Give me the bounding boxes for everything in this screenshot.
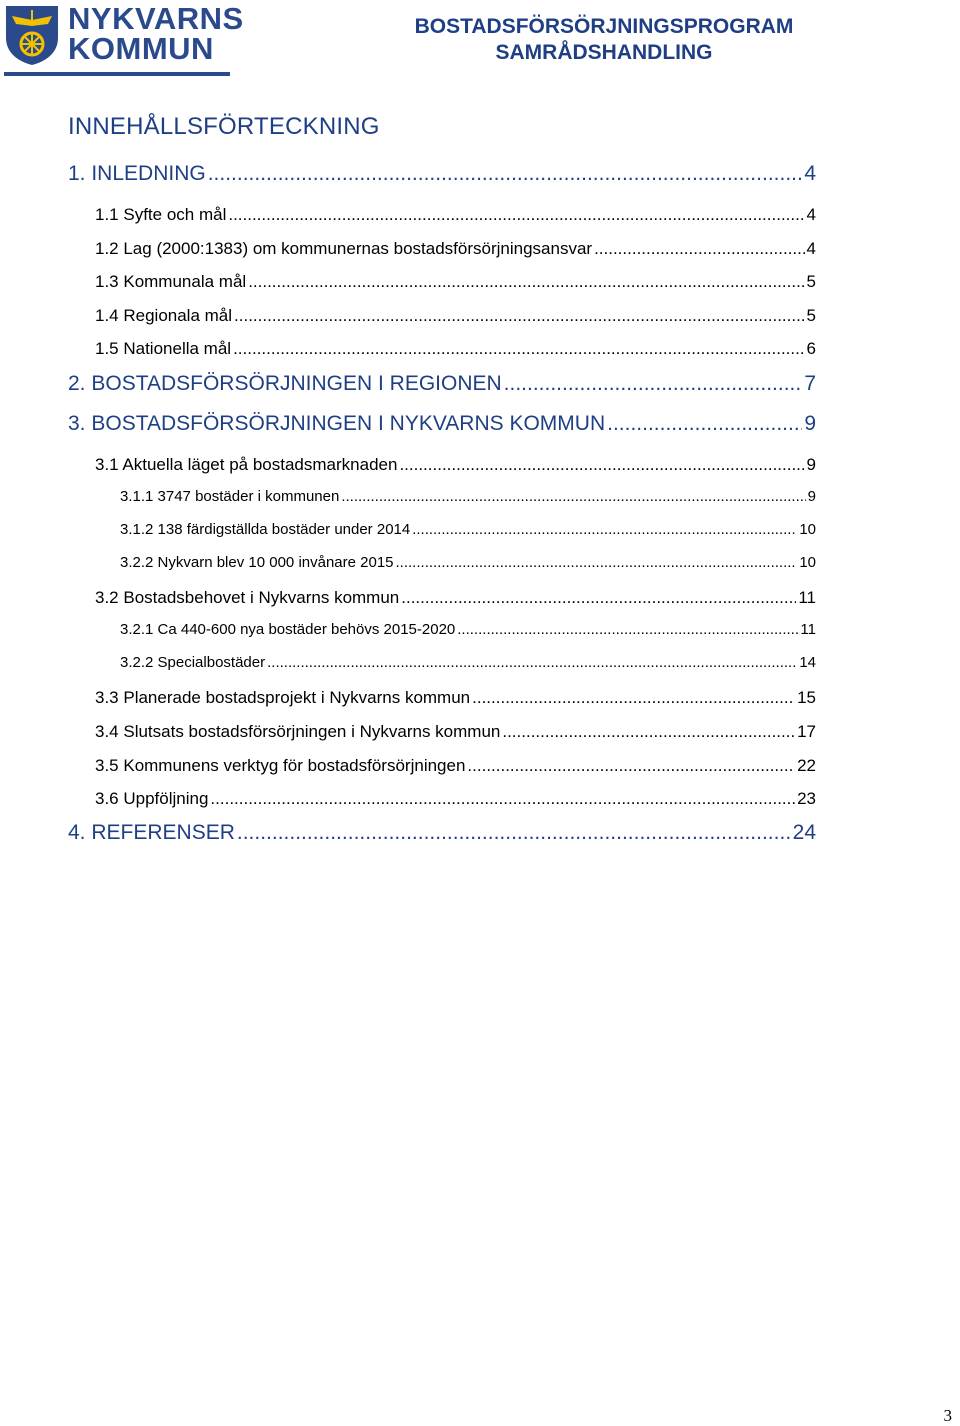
- coat-of-arms-icon: [4, 4, 60, 66]
- toc-leader-dots: [233, 339, 804, 359]
- toc-leader-dots: [396, 554, 798, 571]
- toc-entry-page: 9: [804, 412, 816, 435]
- toc-leader-dots: [267, 654, 797, 671]
- toc-entry-page: 15: [797, 688, 816, 707]
- toc-entry-10000-invanare[interactable]: [120, 554, 816, 571]
- toc-entry-page: 10: [799, 554, 816, 571]
- toc-leader-dots: [472, 688, 795, 708]
- header-title-line2: SAMRÅDSHANDLING: [495, 41, 713, 64]
- header-title-line1: BOSTADSFÖRSÖRJNINGSPROGRAM: [414, 15, 794, 38]
- toc-entry-regionen[interactable]: [68, 372, 816, 396]
- toc-entry-page: 17: [797, 722, 816, 741]
- toc-entry-label: 1.1 Syfte och mål: [95, 205, 227, 224]
- toc-entry-label: 3.2.2 Nykvarn blev 10 000 invånare 2015: [120, 554, 394, 571]
- document-header-title: [394, 14, 814, 66]
- toc-entry-label: 1. INLEDNING: [68, 162, 206, 185]
- toc-leader-dots: [504, 372, 803, 396]
- toc-entry-page: 4: [804, 162, 816, 185]
- toc-entry-label: 3.4 Slutsats bostadsförsörjningen i Nykvarns kommun: [95, 722, 501, 741]
- toc-entry-page: 4: [806, 239, 816, 258]
- toc-leader-dots: [399, 455, 804, 475]
- toc-entry-page: 11: [798, 588, 816, 607]
- toc-entry-planerade-projekt[interactable]: [95, 688, 816, 708]
- toc-leader-dots: [457, 621, 798, 638]
- toc-entry-kommunala-mal[interactable]: [95, 272, 816, 292]
- toc-entry-label: 3.3 Planerade bostadsprojekt i Nykvarns kommun: [95, 688, 471, 707]
- toc-entry-label: 1.2 Lag (2000:1383) om kommunernas bostadsförsörjningsansvar: [95, 239, 593, 258]
- toc-entry-label: 3.2.2 Specialbostäder: [120, 654, 266, 671]
- toc-entry-bostadsbehovet[interactable]: [95, 588, 816, 608]
- toc-entry-page: 23: [797, 789, 816, 808]
- toc-entry-label: 1.5 Nationella mål: [95, 339, 232, 358]
- toc-entry-nykvarns-kommun[interactable]: [68, 412, 816, 436]
- toc-leader-dots: [467, 756, 795, 776]
- logo-text-line1: NYKVARNS: [68, 1, 244, 36]
- toc-entry-specialbostader[interactable]: [120, 654, 816, 671]
- toc-entry-label: 3.2.1 Ca 440-600 nya bostäder behövs 2015-2020: [120, 621, 456, 638]
- toc-entry-nationella-mal[interactable]: [95, 339, 816, 359]
- toc-entry-aktuella-laget[interactable]: [95, 455, 816, 475]
- toc-entry-slutsats[interactable]: [95, 722, 816, 742]
- toc-entry-nya-bostader[interactable]: [120, 621, 816, 638]
- toc-leader-dots: [607, 412, 802, 436]
- toc-entry-page: 22: [797, 756, 816, 775]
- toc-entry-regionala-mal[interactable]: [95, 306, 816, 326]
- toc-leader-dots: [210, 789, 795, 809]
- toc-entry-label: 3.5 Kommunens verktyg för bostadsförsörjningen: [95, 756, 466, 775]
- toc-leader-dots: [341, 488, 805, 505]
- toc-leader-dots: [237, 821, 791, 845]
- toc-entry-page: 6: [806, 339, 816, 358]
- municipality-logo: [4, 1, 244, 78]
- toc-entry-page: 9: [806, 455, 816, 474]
- toc-leader-dots: [594, 239, 804, 259]
- toc-leader-dots: [401, 588, 796, 608]
- toc-leader-dots: [228, 205, 804, 225]
- toc-entry-label: 2. BOSTADSFÖRSÖRJNINGEN I REGIONEN: [68, 372, 502, 395]
- toc-entry-lag[interactable]: [95, 239, 816, 259]
- toc-entry-label: 1.4 Regionala mål: [95, 306, 233, 325]
- toc-leader-dots: [502, 722, 795, 742]
- toc-leader-dots: [412, 521, 797, 538]
- toc-entry-uppfoljning[interactable]: [95, 789, 816, 809]
- toc-entry-inledning[interactable]: [68, 162, 816, 186]
- toc-entry-page: 5: [806, 272, 816, 291]
- toc-entry-label: 3.6 Uppföljning: [95, 789, 209, 808]
- toc-leader-dots: [248, 272, 804, 292]
- toc-entry-page: 5: [806, 306, 816, 325]
- toc-entry-label: 3.1.1 3747 bostäder i kommunen: [120, 488, 340, 505]
- toc-entry-label: 4. REFERENSER: [68, 821, 235, 844]
- toc-entry-label: 3.2 Bostadsbehovet i Nykvarns kommun: [95, 588, 400, 607]
- logo-text-line2: KOMMUN: [68, 31, 214, 66]
- toc-entry-138-bostader[interactable]: [120, 521, 816, 538]
- toc-entry-page: 24: [792, 821, 816, 844]
- toc-entry-syfte[interactable]: [95, 205, 816, 225]
- toc-entry-referenser[interactable]: [68, 821, 816, 845]
- toc-entry-label: 1.3 Kommunala mål: [95, 272, 247, 291]
- toc-entry-page: 7: [804, 372, 816, 395]
- toc-entry-label: 3.1.2 138 färdigställda bostäder under 2014: [120, 521, 411, 538]
- toc-entry-label: 3.1 Aktuella läget på bostadsmarknaden: [95, 455, 398, 474]
- toc-heading: INNEHÅLLSFÖRTECKNING: [68, 113, 380, 140]
- toc-leader-dots: [234, 306, 805, 326]
- toc-entry-page: 10: [799, 521, 816, 538]
- toc-entry-verktyg[interactable]: [95, 756, 816, 776]
- toc-entry-3747-bostader[interactable]: [120, 488, 816, 505]
- toc-entry-page: 11: [800, 621, 816, 638]
- toc-entry-label: 3. BOSTADSFÖRSÖRJNINGEN I NYKVARNS KOMMUN: [68, 412, 606, 435]
- logo-underline: [4, 72, 230, 76]
- toc-entry-page: 14: [799, 654, 816, 671]
- toc-entry-page: 9: [807, 488, 816, 505]
- page-number: 3: [943, 1406, 952, 1425]
- toc-entry-page: 4: [806, 205, 816, 224]
- toc-leader-dots: [208, 162, 803, 186]
